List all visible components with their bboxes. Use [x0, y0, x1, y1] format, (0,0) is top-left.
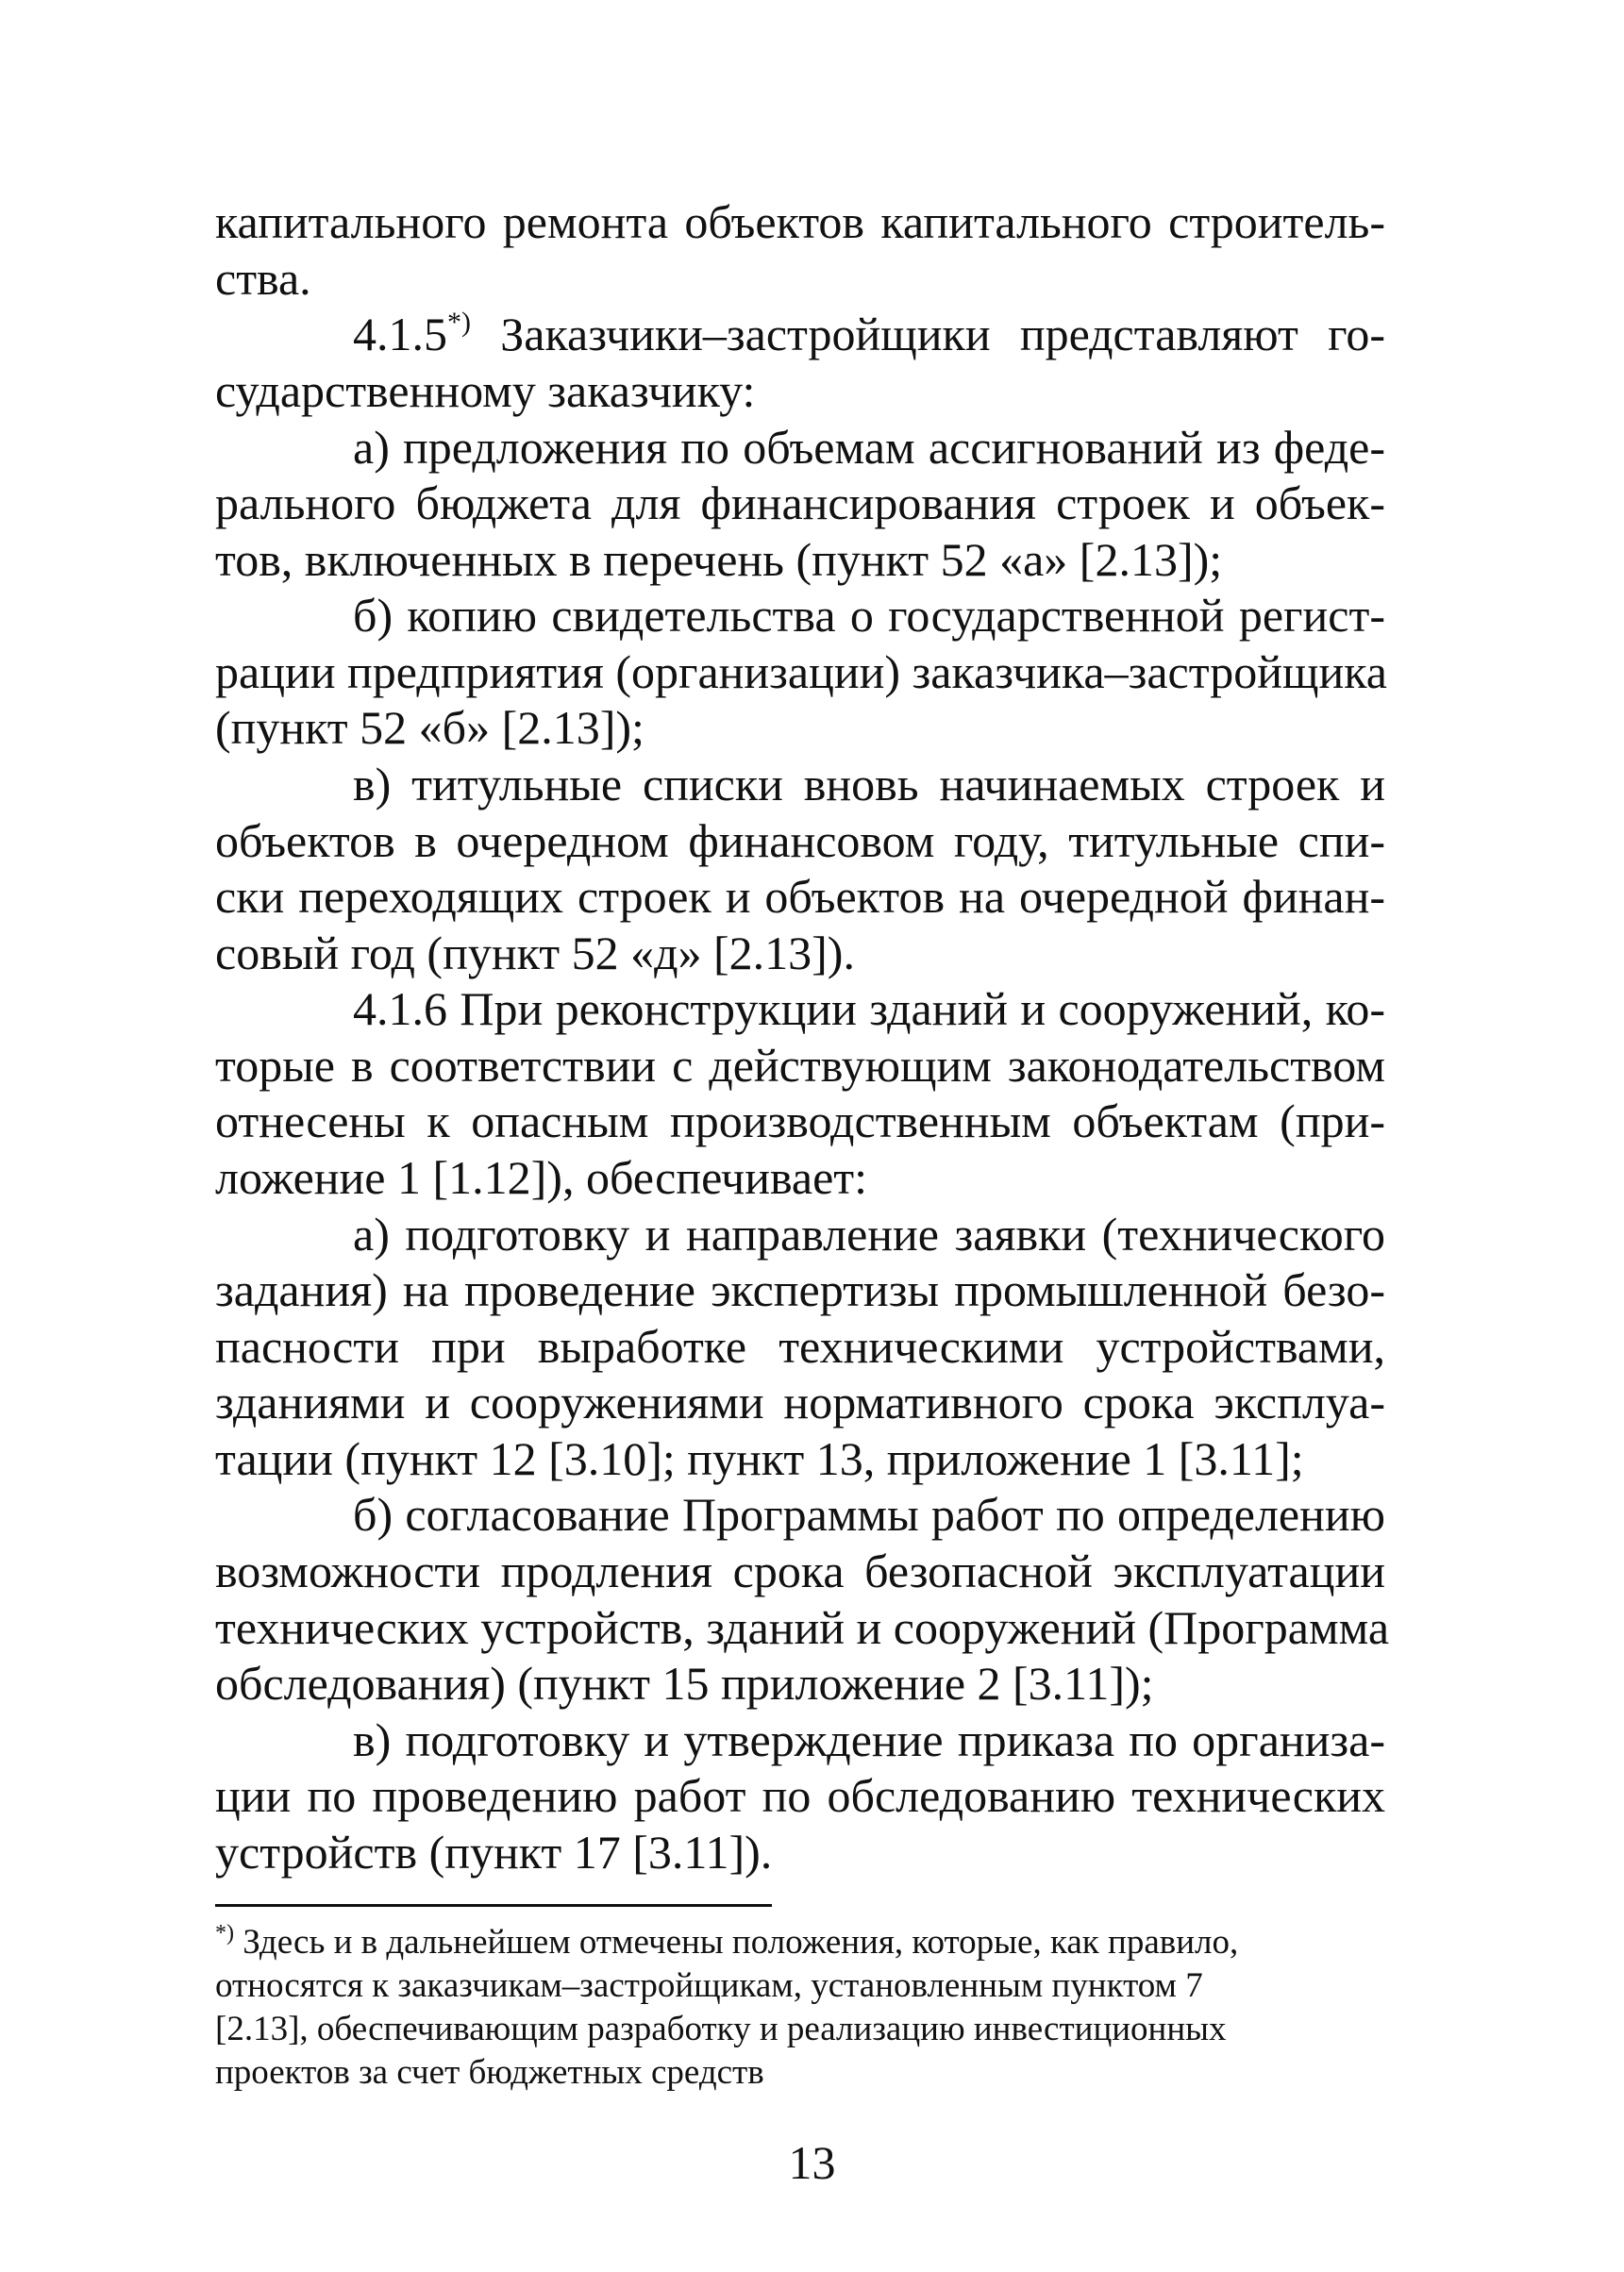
text-line: ства.	[215, 252, 311, 305]
text-line: б) копию свидетельства о государственной регист-	[353, 589, 1385, 642]
text-line: Заказчики–застройщики представляют го-	[471, 308, 1385, 360]
text-line: а) подготовку и направление заявки (технического	[353, 1208, 1385, 1261]
text-line: отнесены к опасным производственным объектам (при-	[215, 1094, 1385, 1147]
text-line: ложение 1 [1.12]), обеспечивает:	[215, 1151, 868, 1204]
footnote-line: [2.13], обеспечивающим разработку и реализацию инвестиционных	[215, 2010, 1227, 2048]
text-line: технических устройств, зданий и сооружений (Программа	[215, 1601, 1390, 1654]
text-line: (пункт 52 «б» [2.13]);	[215, 701, 645, 754]
paragraph-4-1-5	[353, 306, 1385, 362]
text-line: пасности при выработке техническими устройствами,	[215, 1320, 1385, 1373]
text-line: рации предприятия (организации) заказчика–застройщика	[215, 645, 1387, 698]
text-line: в) подготовку и утверждение приказа по организа-	[353, 1713, 1385, 1766]
text-line: капитального ремонта объектов капитального строитель-	[215, 195, 1385, 248]
footnote-separator	[215, 1904, 772, 1907]
footnote-reference: *)	[447, 307, 471, 338]
paragraph-4-1-6: 4.1.6 При реконструкции зданий и сооружений, ко-	[353, 982, 1385, 1035]
text-line: сударственному заказчику:	[215, 364, 756, 417]
text-line: в) титульные списки вновь начинаемых строек и	[353, 758, 1385, 810]
footnote-text: Здесь и в дальнейшем отмечены положения, которые, как правило,	[234, 1923, 1239, 1962]
footnote-line: проектов за счет бюджетных средств	[215, 2053, 764, 2092]
text-line: тов, включенных в перечень (пункт 52 «а» [2.13]);	[215, 533, 1223, 586]
footnote-line: относятся к заказчикам–застройщикам, установленным пунктом 7	[215, 1966, 1203, 2005]
footnote-marker: *)	[215, 1921, 234, 1946]
text-line: рального бюджета для финансирования строек и объек-	[215, 476, 1385, 529]
text-line: торые в соответствии с действующим законодательством	[215, 1039, 1385, 1092]
text-line: совый год (пункт 52 «д» [2.13]).	[215, 927, 855, 979]
text-line: тации (пункт 12 [3.10]; пункт 13, приложение 1 [3.11];	[215, 1432, 1304, 1485]
text-line: задания) на проведение экспертизы промышленной безо-	[215, 1263, 1385, 1316]
page-number: 13	[788, 2136, 836, 2189]
text-line: б) согласование Программы работ по определению	[353, 1488, 1385, 1541]
text-line: ции по проведению работ по обследованию технических	[215, 1769, 1385, 1822]
text-line: объектов в очередном финансовом году, титульные спи-	[215, 814, 1385, 867]
text-line: обследования) (пункт 15 приложение 2 [3.11]);	[215, 1657, 1154, 1710]
footnote-line	[215, 1921, 1238, 1964]
text-line: возможности продления срока безопасной эксплуатации	[215, 1545, 1385, 1597]
text-line: ски переходящих строек и объектов на очередной финан-	[215, 870, 1385, 923]
section-number: 4.1.5	[353, 308, 447, 360]
text-line: а) предложения по объемам ассигнований из феде-	[353, 421, 1385, 474]
text-line: зданиями и сооружениями нормативного срока эксплуа-	[215, 1376, 1385, 1428]
text-line: устройств (пункт 17 [3.11]).	[215, 1826, 773, 1879]
